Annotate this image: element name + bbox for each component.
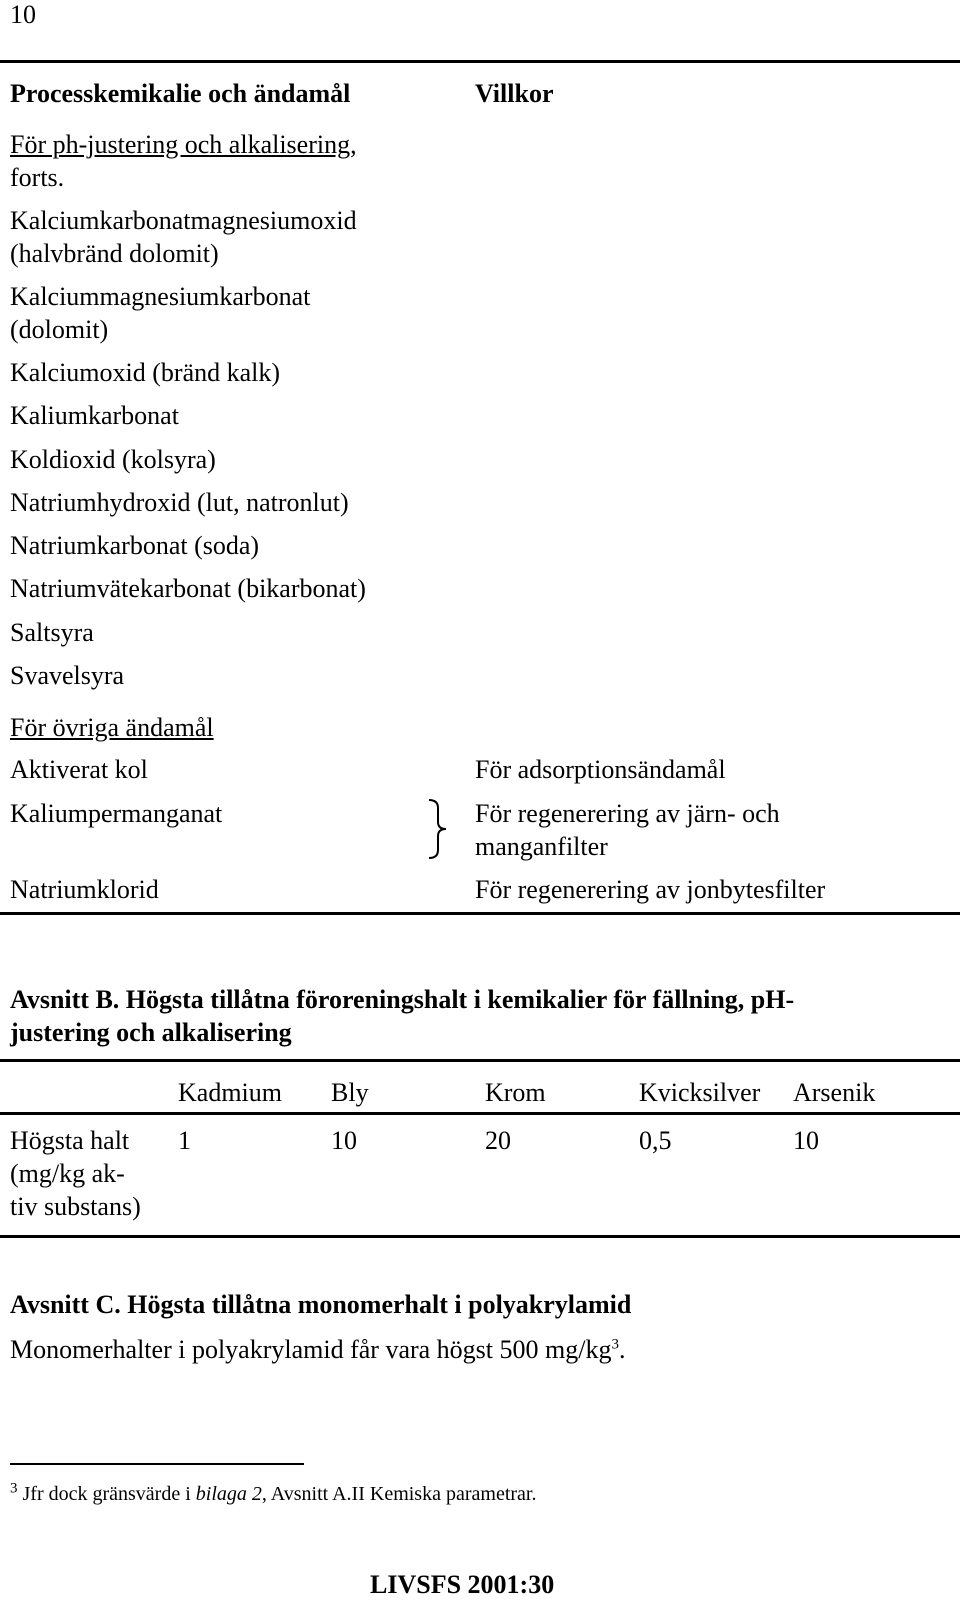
column-header-arsenik: Arsenik — [793, 1078, 876, 1107]
condition-text: För regenerering av jonbytesfilter — [475, 875, 826, 904]
chemical-item: Saltsyra — [10, 618, 94, 647]
footnote-number: 3 — [10, 1480, 18, 1497]
group-heading-ph-cont: forts. — [10, 163, 65, 192]
chemical-item: Kaliumkarbonat — [10, 401, 179, 430]
chemical-item: Natriumklorid — [10, 875, 159, 904]
value-bly: 10 — [331, 1126, 357, 1155]
column-header-condition: Villkor — [475, 79, 554, 108]
value-krom: 20 — [485, 1126, 511, 1155]
section-c-title: Avsnitt C. Högsta tillåtna monomerhalt i polyakrylamid — [10, 1290, 632, 1319]
value-arsenik: 10 — [793, 1126, 819, 1155]
chemical-item: Kaliumpermanganat — [10, 799, 223, 828]
column-header-kadmium: Kadmium — [178, 1078, 282, 1107]
table-top-rule — [0, 1059, 960, 1062]
condition-text: För adsorptionsändamål — [475, 755, 726, 784]
column-header-bly: Bly — [331, 1078, 369, 1107]
chemical-item: Svavelsyra — [10, 661, 125, 690]
value-kadmium: 1 — [178, 1126, 191, 1155]
curly-brace-icon — [425, 798, 449, 860]
chemical-item: Koldioxid (kolsyra) — [10, 445, 216, 474]
top-rule — [0, 60, 960, 63]
table-header-rule — [0, 1112, 960, 1115]
group-heading-ph: För ph-justering och alkalisering, — [10, 130, 357, 159]
row-label: Högsta halt — [10, 1126, 130, 1155]
section-b-title-cont: justering och alkalisering — [10, 1018, 292, 1047]
column-header-krom: Krom — [485, 1078, 546, 1107]
chemical-item: Natriumhydroxid (lut, natronlut) — [10, 488, 349, 517]
footnote-ref: 3 — [611, 1336, 619, 1353]
chemical-item: Kalciummagnesiumkarbonat — [10, 282, 311, 311]
chemical-item-note: (halvbränd dolomit) — [10, 239, 219, 268]
row-label-cont: tiv substans) — [10, 1192, 141, 1221]
row-label-cont: (mg/kg ak- — [10, 1159, 125, 1188]
chemical-item: Natriumvätekarbonat (bikarbonat) — [10, 574, 366, 603]
chemical-item: Natriumkarbonat (soda) — [10, 531, 260, 560]
footnote-separator — [10, 1463, 304, 1465]
condition-text-cont: manganfilter — [475, 832, 608, 861]
condition-text: För regenerering av järn- och — [475, 799, 780, 828]
chemical-item-note: (dolomit) — [10, 315, 109, 344]
chemical-item: Kalciumkarbonatmagnesiumoxid — [10, 206, 357, 235]
page-number: 10 — [10, 0, 36, 29]
column-header-chemical: Processkemikalie och ändamål — [10, 79, 351, 108]
chemical-item: Aktiverat kol — [10, 755, 148, 784]
table-bottom-rule — [0, 1235, 960, 1238]
section-c-text: Monomerhalter i polyakrylamid får vara högst 500 $mg/kg^3$. — [10, 1335, 626, 1364]
group-heading-other: För övriga ändamål — [10, 713, 214, 742]
section-b-title: Avsnitt B. Högsta tillåtna föroreningshalt i kemikalier för fällning, pH- — [10, 985, 795, 1014]
section-a-bottom-rule — [0, 912, 960, 915]
column-header-kvicksilver: Kvicksilver — [639, 1078, 761, 1107]
chemical-item: Kalciumoxid (bränd kalk) — [10, 358, 281, 387]
value-kvicksilver: 0,5 — [639, 1126, 672, 1155]
footnote: $^3$ Jfr dock gränsvärde i bilaga 2, Avsnitt A.II Kemiska parametrar. — [10, 1480, 537, 1505]
page-footer: LIVSFS 2001:30 — [370, 1570, 555, 1599]
